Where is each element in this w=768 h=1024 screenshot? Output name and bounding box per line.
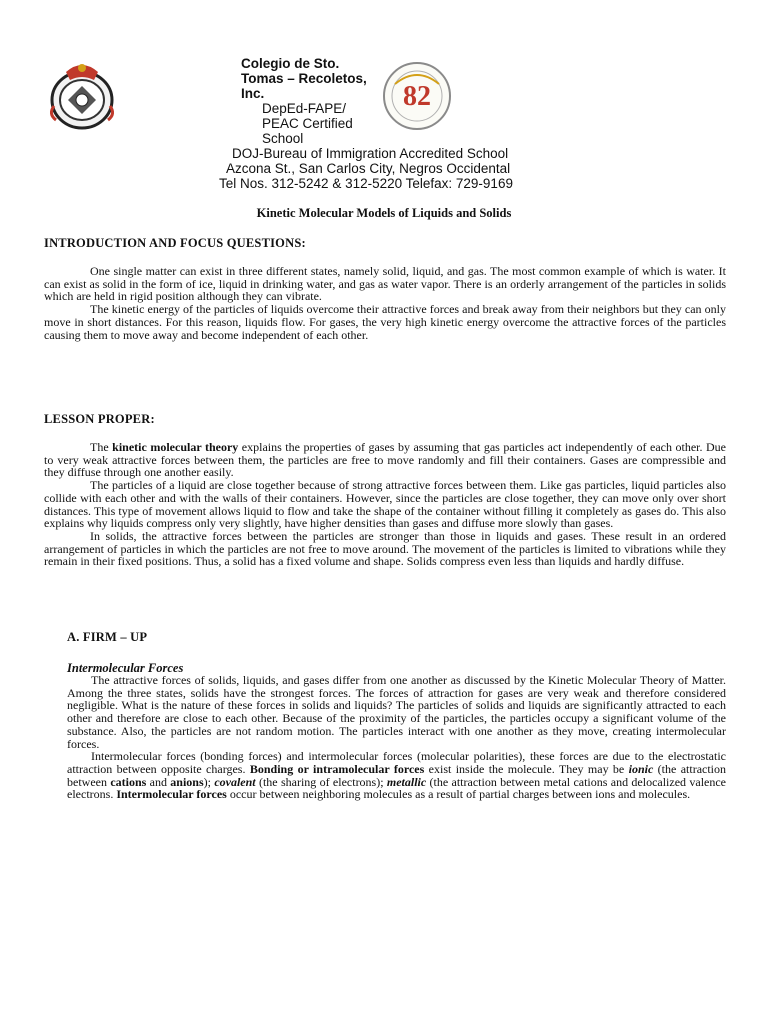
lesson-paragraph-2: The particles of a liquid are close together because of strong attractive forces between them. Like gas particles, liquid particles also collide with each other and with the walls of their containers. However, since the particles are close together, they can move only over short distances. This type of movement allows liquid to flow and take the shape of the container without filling it completely as gases do. This also explains why liquids compress only very slightly, have higher densities than gases and diffuse more slowly than gases. bbox=[44, 478, 726, 531]
bonding-term: Bonding or intramolecular forces bbox=[249, 761, 425, 776]
anniversary-logo bbox=[381, 60, 453, 132]
cations-term: cations bbox=[110, 774, 147, 789]
intro-heading: INTRODUCTION AND FOCUS QUESTIONS: bbox=[44, 236, 306, 250]
metallic-term: metallic bbox=[386, 774, 427, 789]
intro-section bbox=[44, 265, 726, 341]
cert-line1: DepEd-FAPE/ bbox=[262, 101, 347, 116]
school-name-line3: Inc. bbox=[241, 86, 265, 101]
intro-paragraph-1: One single matter can exist in three different states, namely solid, liquid, and gas. The most common example of which is water. It can exist as solid in the form of ice, liquid in drinking water, and gas as water vapor. There is an orderly arrangement of the particles in solids which are held in rigid position although they can vibrate. bbox=[44, 264, 726, 304]
anniversary-number: 82 bbox=[403, 81, 431, 112]
lesson-heading: LESSON PROPER: bbox=[44, 412, 155, 426]
ionic-term: ionic bbox=[628, 761, 654, 776]
covalent-term: covalent bbox=[214, 774, 256, 789]
phone-line: Tel Nos. 312-5242 & 312-5220 Telefax: 729-9169 bbox=[219, 176, 513, 191]
intermolecular-section bbox=[67, 674, 726, 801]
accreditation-line: DOJ-Bureau of Immigration Accredited School bbox=[232, 146, 509, 161]
cert-line3: School bbox=[262, 131, 304, 146]
lesson-section bbox=[44, 441, 726, 568]
cert-line2: PEAC Certified bbox=[262, 116, 353, 131]
firmup-heading: A. FIRM – UP bbox=[67, 630, 148, 644]
school-name-line1: Colegio de Sto. bbox=[241, 56, 340, 71]
anions-term: anions bbox=[170, 774, 204, 789]
document-title: Kinetic Molecular Models of Liquids and Solids bbox=[256, 206, 512, 220]
address-line: Azcona St., San Carlos City, Negros Occidental bbox=[226, 161, 511, 176]
lesson-paragraph-3: In solids, the attractive forces between the particles are stronger than those in liquids and gases. These result in an ordered arrangement of particles in which the particles are not free to move around. The movement of the particles is limited to vibrations while they remain in their fixed positions. Thus, a solid has a fixed volume and shape. Solids compress even less than liquids and hardly diffuse. bbox=[44, 528, 726, 569]
intermolecular-paragraph-1: The attractive forces of solids, liquids, and gases differ from one another as discussed by the Kinetic Molecular Theory of Matter. Among the three states, solids have the strongest forces. The forces of attraction for gases are very weak and therefore considered negligible. What is the nature of these forces in solids and liquids? The particles of solids and liquids are significantly attracted to each other and therefore are close to each other. Because of the proximity of the particles, the particles occupy a significant volume of the substance. Also, the particles are not random motion. The particles interact with one another as they move, creating intermolecular forces. bbox=[67, 673, 726, 751]
intermolecular-paragraph-2: Intermolecular forces (bonding forces) and intermolecular forces (molecular polarities), these forces are due to the electrostatic attraction between opposite charges. Bonding or intramolecular forces exist inside the molecule. They may be ionic (the attraction between cations and anions); covalent (the sharing of electrons); metallic (the attraction between metal cations and delocalized valence electrons. Intermolecular forces occur between neighboring molecules as a result of partial charges between ions and molecules. bbox=[67, 749, 727, 802]
intermolecular-term: Intermolecular forces bbox=[116, 787, 227, 802]
kinetic-theory-term: kinetic molecular theory bbox=[112, 440, 239, 454]
intermolecular-heading: Intermolecular Forces bbox=[67, 661, 184, 675]
school-name-line2: Tomas – Recoletos, bbox=[241, 71, 367, 86]
school-seal-logo bbox=[44, 56, 120, 132]
lesson-paragraph-1: The kinetic molecular theory explains the properties of gases by assuming that gas particles act independently of each other. Due to very weak attractive forces between them, the particles are free to move randomly and fill their containers. Gases are compressible and they diffuse through one another easily. bbox=[44, 440, 726, 480]
intro-paragraph-2: The kinetic energy of the particles of liquids overcome their attractive forces and break away from their neighbors but they can only move in short distances. For this reason, liquids flow. For gases, the very high kinetic energy overcome the attractive forces of the particles causing them to move away and become independent of each other. bbox=[44, 302, 726, 342]
